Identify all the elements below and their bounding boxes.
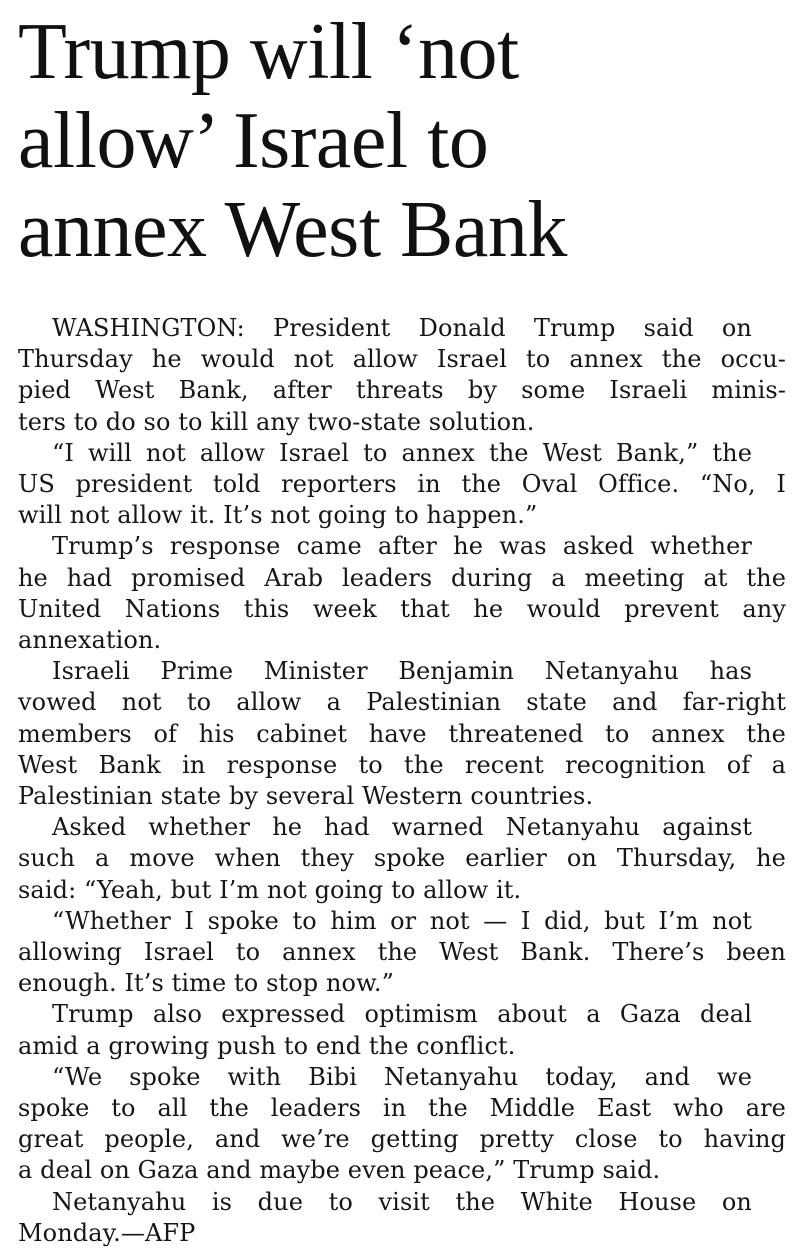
article-paragraph: [18, 1187, 786, 1249]
paragraph-line: US president told reporters in the Oval Office. “No, I: [18, 470, 786, 499]
headline-line: Trump will ‘not: [18, 8, 519, 96]
article-body: [18, 313, 786, 1249]
paragraph-line: Asked whether he had warned Netanyahu against: [52, 813, 752, 842]
paragraph-line: amid a growing push to end the conflict.: [18, 1031, 516, 1060]
paragraph-line: annexation.: [18, 626, 162, 655]
headline-line: allow’ Israel to: [18, 97, 489, 185]
article-paragraph: [18, 812, 786, 906]
article-paragraph: [18, 1062, 786, 1187]
paragraph-line: said: “Yeah, but I’m not going to allow it.: [18, 875, 522, 904]
article-paragraph: [18, 438, 786, 532]
article-paragraph: [18, 313, 786, 438]
paragraph-line: will not allow it. It’s not going to happen.”: [18, 501, 538, 530]
paragraph-line: great people, and we’re getting pretty close to having: [18, 1125, 786, 1154]
paragraph-line: pied West Bank, after threats by some Israeli minis-: [18, 376, 786, 405]
paragraph-line: Israeli Prime Minister Benjamin Netanyahu has: [52, 657, 752, 686]
paragraph-line: spoke to all the leaders in the Middle East who are: [18, 1094, 786, 1123]
paragraph-line: Trump also expressed optimism about a Gaza deal: [52, 1000, 752, 1029]
paragraph-line: Netanyahu is due to visit the White House on: [52, 1187, 752, 1216]
article-paragraph: [18, 531, 786, 656]
paragraph-line: members of his cabinet have threatened to annex the: [18, 719, 786, 748]
paragraph-line: enough. It’s time to stop now.”: [18, 969, 394, 998]
paragraph-line: allowing Israel to annex the West Bank. There’s been: [18, 938, 786, 967]
article-paragraph: [18, 906, 786, 1000]
article-paragraph: [18, 999, 786, 1061]
paragraph-line: he had promised Arab leaders during a meeting at the: [18, 563, 786, 592]
headline-line: annex West Bank: [18, 186, 567, 274]
paragraph-line: “We spoke with Bibi Netanyahu today, and we: [52, 1062, 752, 1091]
paragraph-line: WASHINGTON: President Donald Trump said on: [52, 314, 752, 342]
paragraph-line: Thursday he would not allow Israel to annex the occu-: [18, 345, 786, 374]
paragraph-line: a deal on Gaza and maybe even peace,” Trump said.: [18, 1156, 661, 1185]
paragraph-line: United Nations this week that he would prevent any: [18, 594, 786, 623]
paragraph-line: Monday.—AFP: [18, 1218, 196, 1247]
paragraph-line: Palestinian state by several Western countries.: [18, 782, 594, 811]
article-paragraph: [18, 656, 786, 812]
paragraph-line: Trump’s response came after he was asked whether: [52, 532, 752, 561]
paragraph-line: ters to do so to kill any two-state solution.: [18, 407, 535, 436]
news-article: [18, 8, 786, 1249]
paragraph-line: “Whether I spoke to him or not — I did, but I’m not: [52, 906, 752, 935]
paragraph-line: such a move when they spoke earlier on Thursday, he: [18, 844, 786, 873]
paragraph-line: West Bank in response to the recent recognition of a: [18, 750, 786, 779]
headline: [18, 8, 786, 275]
paragraph-line: “I will not allow Israel to annex the West Bank,” the: [52, 438, 752, 467]
paragraph-line: vowed not to allow a Palestinian state and far-right: [18, 688, 786, 717]
